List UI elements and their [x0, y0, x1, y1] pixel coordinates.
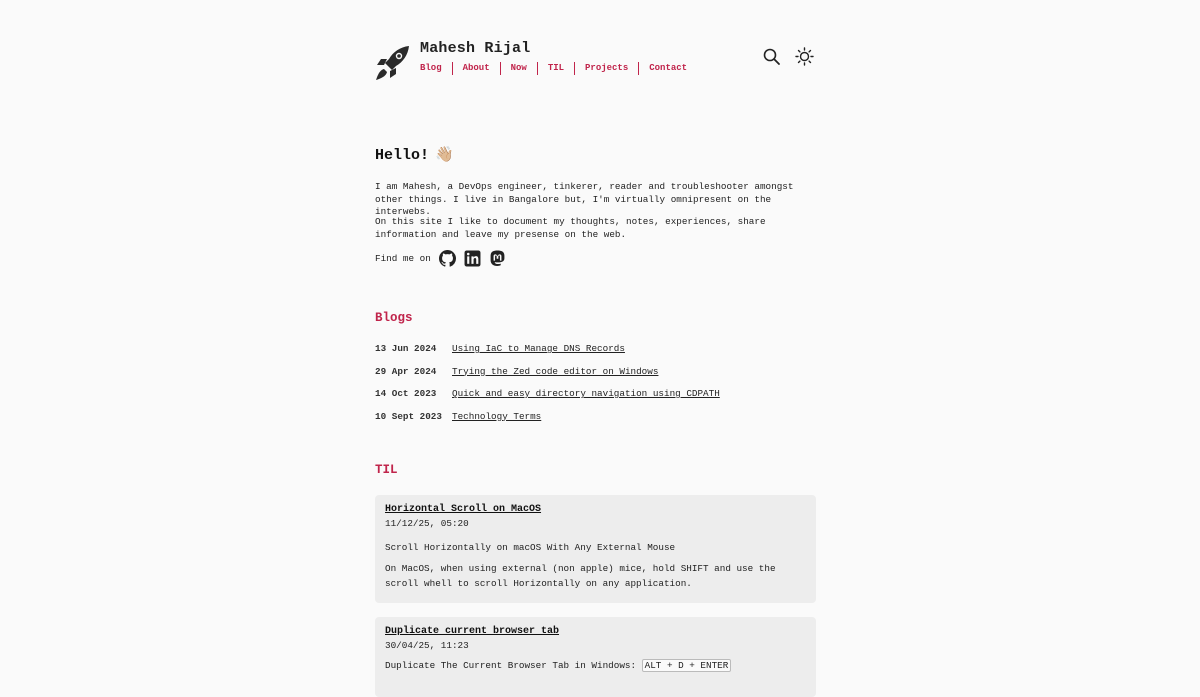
- github-icon[interactable]: [439, 250, 456, 267]
- linkedin-icon[interactable]: [464, 250, 481, 267]
- nav-contact[interactable]: Contact: [638, 62, 697, 75]
- blog-date: 29 Apr 2024: [375, 365, 437, 377]
- intro-heading: Hello! 👋🏼: [375, 145, 454, 164]
- sun-icon[interactable]: [795, 47, 814, 66]
- intro-paragraph-1: I am Mahesh, a DevOps engineer, tinkerer, reader and troubleshooter amongst other things. I live in Bangalore but, I'm virtually omnipresent on the interwebs.: [375, 181, 794, 217]
- blog-link[interactable]: Technology Terms: [452, 410, 542, 422]
- intro-paragraph-2: On this site I like to document my thoughts, notes, experiences, share information and leave my presense on the web.: [375, 216, 766, 240]
- til-card-title[interactable]: Horizontal Scroll on MacOS: [385, 504, 542, 515]
- til-card-title[interactable]: Duplicate current browser tab: [385, 626, 560, 637]
- blog-link[interactable]: Quick and easy directory navigation using CDPATH: [452, 388, 720, 399]
- til-heading: TIL: [375, 463, 398, 477]
- nav-about[interactable]: About: [452, 62, 500, 75]
- site-header: [375, 0, 816, 90]
- nav-blog[interactable]: Blog: [420, 63, 442, 73]
- til-card: [375, 495, 816, 603]
- til-card-subtitle: Scroll Horizontally on macOS With Any External Mouse: [385, 542, 676, 553]
- mastodon-icon[interactable]: [489, 250, 506, 267]
- nav-now[interactable]: Now: [500, 62, 537, 75]
- list-item: [375, 342, 720, 365]
- til-card-date: 30/04/25, 11:23: [385, 640, 469, 651]
- blog-link[interactable]: Trying the Zed code editor on Windows: [452, 365, 659, 377]
- find-me-row: [375, 250, 506, 267]
- rocket-logo-icon[interactable]: [375, 44, 411, 82]
- header-actions: [762, 47, 814, 66]
- keyboard-shortcut: ALT + D + ENTER: [642, 659, 732, 672]
- til-card-body: On MacOS, when using external (non apple) mice, hold SHIFT and use the scroll whell to scroll Horizontally on any application.: [385, 563, 776, 589]
- til-card-date: 11/12/25, 05:20: [385, 518, 469, 529]
- blog-date: 10 Sept 2023: [375, 410, 442, 422]
- nav-projects[interactable]: Projects: [574, 62, 638, 75]
- til-card: [375, 617, 816, 697]
- nav-til[interactable]: TIL: [537, 62, 574, 75]
- blog-link[interactable]: Using IaC to Manage DNS Records: [452, 343, 625, 354]
- blog-date: 14 Oct 2023: [375, 388, 437, 399]
- waving-hand-emoji: 👋🏼: [435, 145, 454, 163]
- find-me-label: Find me on: [375, 253, 431, 264]
- main-nav: [420, 62, 697, 75]
- blogs-heading: Blogs: [375, 311, 413, 325]
- til-card-subtitle: Duplicate The Current Browser Tab in Windows: ALT + D + ENTER: [385, 658, 806, 673]
- list-item: [375, 410, 720, 433]
- blog-date: 13 Jun 2024: [375, 343, 437, 354]
- list-item: [375, 365, 720, 388]
- blog-list: [375, 342, 720, 432]
- list-item: [375, 387, 720, 410]
- search-icon[interactable]: [762, 47, 781, 66]
- site-title[interactable]: Mahesh Rijal: [420, 40, 531, 57]
